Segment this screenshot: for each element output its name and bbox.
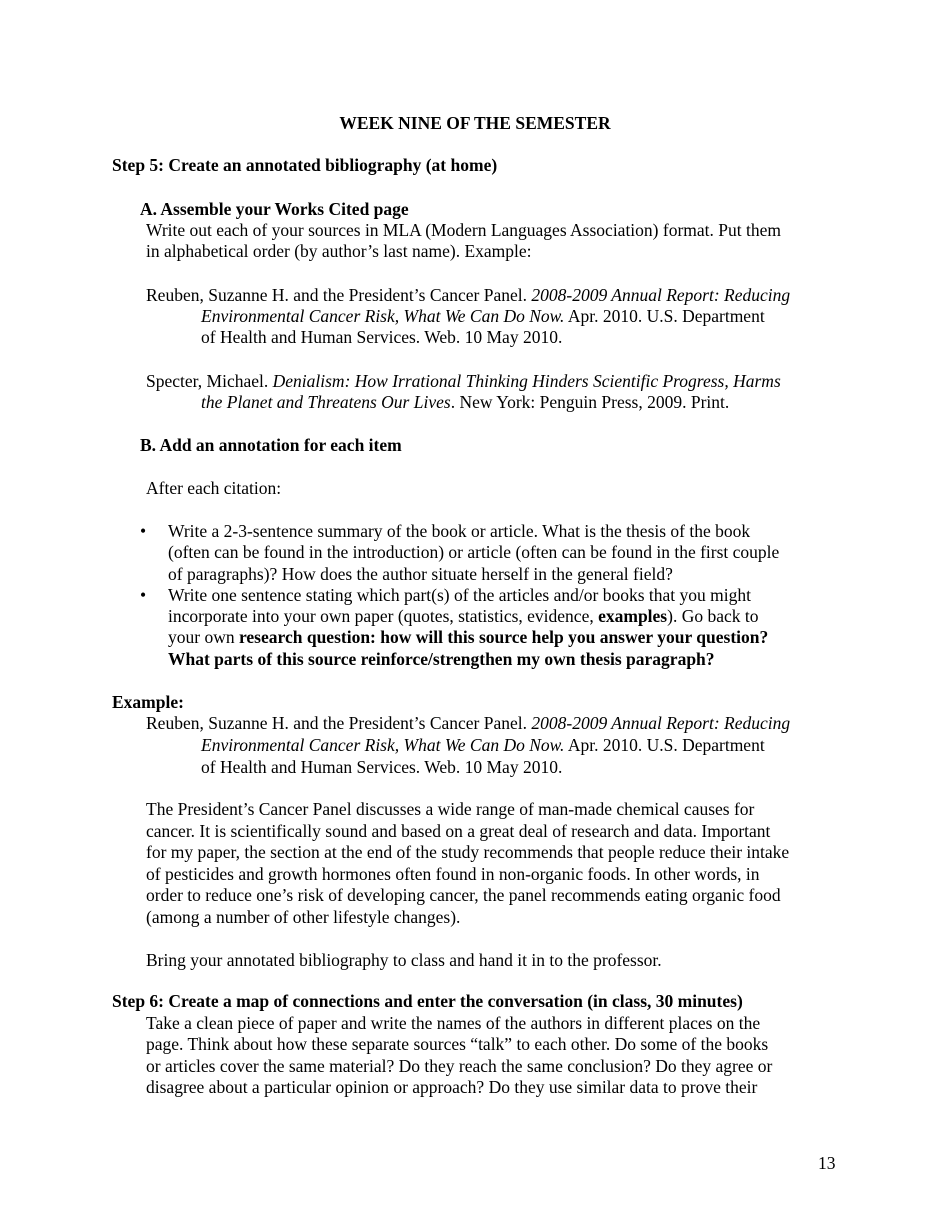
section-a-heading: A. Assemble your Works Cited page bbox=[140, 199, 409, 219]
citation-line: of Health and Human Services. Web. 10 May 2010. bbox=[201, 327, 563, 347]
citation-line: Reuben, Suzanne H. and the President’s Cancer Panel. 2008-2009 Annual Report: Reducing bbox=[146, 285, 791, 305]
bullet-line: your own research question: how will this source help you answer your question? bbox=[168, 627, 769, 647]
paragraph-line: or articles cover the same material? Do they reach the same conclusion? Do they agree or bbox=[146, 1056, 773, 1076]
citation-line: the Planet and Threatens Our Lives. New York: Penguin Press, 2009. Print. bbox=[201, 392, 730, 412]
bullet-line: Write a 2-3-sentence summary of the book or article. What is the thesis of the book bbox=[168, 521, 751, 541]
step6-heading: Step 6: Create a map of connections and enter the conversation (in class, 30 minutes) bbox=[112, 991, 743, 1011]
paragraph-line: (among a number of other lifestyle changes). bbox=[146, 907, 461, 927]
page-title: WEEK NINE OF THE SEMESTER bbox=[339, 113, 611, 133]
bullet-line: Write one sentence stating which part(s) of the articles and/or books that you might bbox=[168, 585, 751, 605]
paragraph-line: for my paper, the section at the end of the study recommends that people reduce their intake bbox=[146, 842, 790, 862]
bullet-line: of paragraphs)? How does the author situate herself in the general field? bbox=[168, 564, 673, 584]
bullet-line: incorporate into your own paper (quotes, statistics, evidence, examples). Go back to bbox=[168, 606, 759, 626]
citation-line: Environmental Cancer Risk, What We Can Do Now. Apr. 2010. U.S. Department bbox=[201, 306, 765, 326]
section-b-heading: B. Add an annotation for each item bbox=[140, 435, 402, 455]
citation-line: Specter, Michael. Denialism: How Irrational Thinking Hinders Scientific Progress, Harms bbox=[146, 371, 781, 391]
bullet-line: (often can be found in the introduction) or article (often can be found in the first couple bbox=[168, 542, 780, 562]
step5-heading: Step 5: Create an annotated bibliography (at home) bbox=[112, 155, 498, 175]
citation-line: Environmental Cancer Risk, What We Can Do Now. Apr. 2010. U.S. Department bbox=[201, 735, 765, 755]
example-heading: Example: bbox=[112, 692, 184, 712]
paragraph-line: Write out each of your sources in MLA (Modern Languages Association) format. Put them bbox=[146, 220, 781, 240]
paragraph-line: in alphabetical order (by author’s last name). Example: bbox=[146, 241, 532, 261]
bullet-line: What parts of this source reinforce/strengthen my own thesis paragraph? bbox=[168, 649, 715, 669]
paragraph-line: disagree about a particular opinion or approach? Do they use similar data to prove their bbox=[146, 1077, 758, 1097]
paragraph-line: After each citation: bbox=[146, 478, 282, 498]
bullet-icon: • bbox=[140, 521, 147, 541]
bullet-icon: • bbox=[140, 585, 147, 605]
citation-line: Reuben, Suzanne H. and the President’s Cancer Panel. 2008-2009 Annual Report: Reducing bbox=[146, 713, 791, 733]
paragraph-line: Bring your annotated bibliography to class and hand it in to the professor. bbox=[146, 950, 662, 970]
page-number: 13 bbox=[818, 1153, 836, 1173]
paragraph-line: cancer. It is scientifically sound and based on a great deal of research and data. Important bbox=[146, 821, 771, 841]
paragraph-line: order to reduce one’s risk of developing cancer, the panel recommends eating organic food bbox=[146, 885, 781, 905]
paragraph-line: The President’s Cancer Panel discusses a wide range of man-made chemical causes for bbox=[146, 799, 755, 819]
paragraph-line: of pesticides and growth hormones often found in non-organic foods. In other words, in bbox=[146, 864, 760, 884]
paragraph-line: page. Think about how these separate sources “talk” to each other. Do some of the books bbox=[146, 1034, 769, 1054]
citation-line: of Health and Human Services. Web. 10 May 2010. bbox=[201, 757, 563, 777]
paragraph-line: Take a clean piece of paper and write the names of the authors in different places on the bbox=[146, 1013, 761, 1033]
